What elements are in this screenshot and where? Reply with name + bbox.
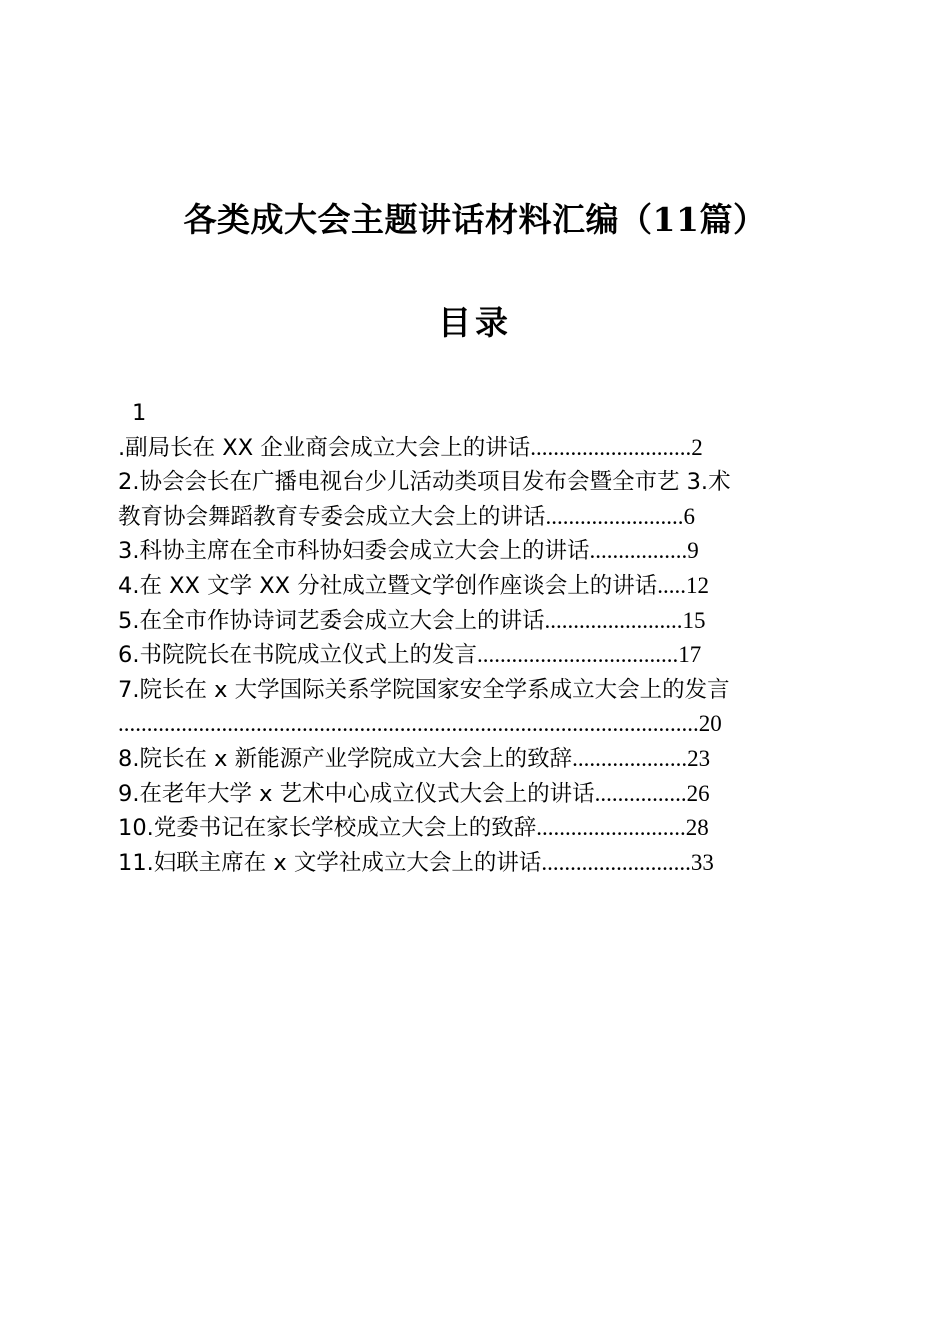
toc-entry-text: 11.妇联主席在 x 文学社成立大会上的讲话 [118,849,542,876]
toc-page-number: 6 [683,503,696,529]
toc-line[interactable] [118,638,834,673]
toc-page-number: 2 [691,434,703,460]
toc-line[interactable] [118,673,834,708]
toc-leader-dots: ..... [657,572,686,598]
toc-entry-text: 7.院长在 x 大学国际关系学院国家安全学系成立大会上的发言 [118,676,730,703]
toc-page-number: 17 [678,642,702,668]
toc-line[interactable] [118,811,834,846]
document-title: 各类成大会主题讲话材料汇编（11篇） [183,200,767,239]
toc-leader-dots: ........................ [544,607,683,633]
toc-page-number: 28 [685,815,709,841]
toc-line[interactable] [118,569,834,604]
toc-leader-dots: ............................ [530,434,692,460]
toc-leader-dots: .......................... [536,815,686,841]
toc-page-number: 12 [685,572,709,598]
toc-page-number: 15 [682,607,706,633]
toc-line [118,396,834,431]
toc-line[interactable] [118,500,834,535]
toc-entry-text: 9.在老年大学 x 艺术中心成立仪式大会上的讲话 [118,780,595,807]
toc-line[interactable] [118,431,834,466]
toc-heading: 目录 [438,303,512,342]
toc-leader-dots: ........................ [545,503,684,529]
toc-entry-text: 4.在 XX 文学 XX 分社成立暨文学创作座谈会上的讲话 [118,572,658,599]
toc-line[interactable] [118,742,834,777]
toc-leader-dots: ................ [594,780,687,806]
toc-entry-text: 2.协会会长在广播电视台少儿活动类项目发布会暨全市艺 3.术 [118,469,731,496]
toc-line[interactable] [118,465,834,500]
toc-entry-text: 10.党委书记在家长学校成立大会上的致辞 [118,815,537,842]
toc-line[interactable] [118,604,834,639]
toc-leader-dots: .................... [572,745,688,771]
toc-entry-text: 8.院长在 x 新能源产业学院成立大会上的致辞 [118,745,573,772]
toc-entry-text: 5.在全市作协诗词艺委会成立大会上的讲话 [118,607,545,634]
toc-leader-dots: ................. [589,538,688,564]
toc-line[interactable] [118,534,834,569]
toc-leader-dots: .......................... [541,849,691,875]
toc-page-number: 23 [687,745,711,771]
toc-entry-text: 教育协会舞蹈教育专委会成立大会上的讲话 [118,503,546,530]
toc-leader-dots: ................................... [476,642,679,668]
toc-page-number: 9 [687,538,699,564]
toc-leader-dots: ..................................................................................................... [118,711,699,737]
toc-line[interactable] [118,777,834,812]
toc-page-number: 33 [690,849,714,875]
toc-page-number: 20 [698,711,722,737]
table-of-contents [118,396,834,880]
toc-entry-text: .副局长在 XX 企业商会成立大会上的讲话 [118,434,531,461]
toc-entry-text: 3.科协主席在全市科协妇委会成立大会上的讲话 [118,538,590,565]
toc-line[interactable] [118,707,834,742]
toc-page-number: 26 [686,780,710,806]
toc-entry-text: 1 [132,400,147,426]
toc-entry-text: 6.书院院长在书院成立仪式上的发言 [118,642,477,669]
toc-line[interactable] [118,846,834,881]
